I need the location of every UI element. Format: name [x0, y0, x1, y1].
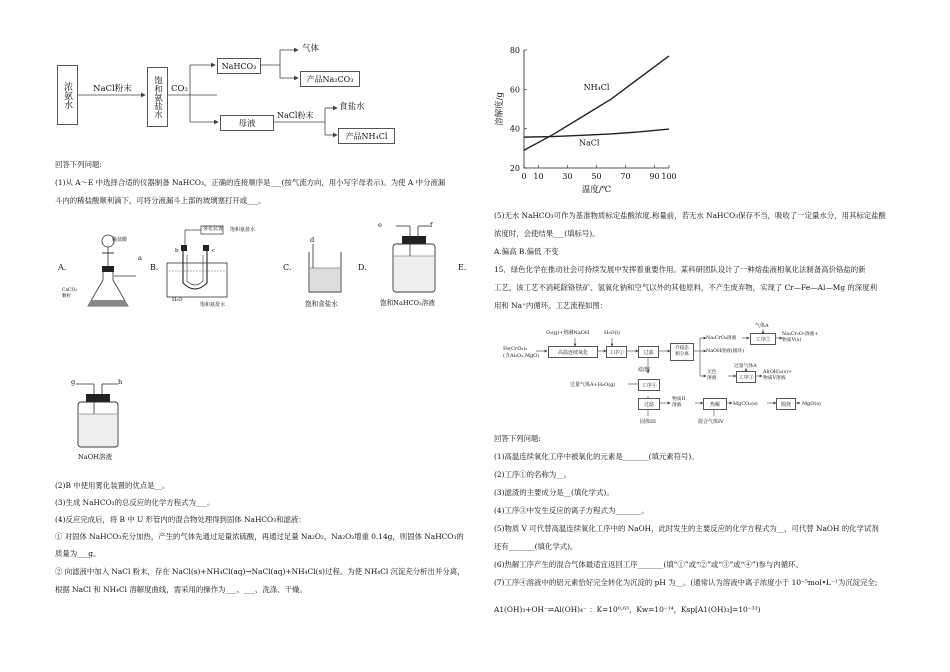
a6: (6)热解工序产生的混合气体最适宜返回工序_______(填“①”或“②”或“③”或“④”)参与内循环。	[494, 560, 803, 569]
apparatus-label-a: A.	[58, 263, 67, 272]
sat-ammonia-label: 饱和氨盐水	[230, 227, 256, 233]
flow1-step1-label: NaCl粉末	[93, 84, 132, 94]
q5-options: A.偏高 B.偏低 不变	[494, 247, 559, 256]
q4-2-line1: ② 向滤液中加入 NaCl 粉末，存在 NaCl(s)+NH₄Cl(aq)→NaCl(aq)+NH₄Cl(s)过程。为使 NH₄Cl 沉淀充分析出并分离，	[55, 567, 465, 576]
q5-line2: 浓度时，会使结果___(填标号)。	[494, 229, 600, 238]
flow2-calcine-box: 煅烧	[776, 398, 796, 410]
atomizer-label: 雾化装置	[203, 226, 224, 232]
flow1-co2-label: CO₂	[171, 84, 188, 94]
flow2-proc2-box: 工序②	[750, 333, 776, 345]
flow2-residue: 滤渣I	[638, 367, 650, 373]
apparatus-e-drawing	[66, 380, 136, 450]
flow2-mix-gas: 混合气体IV	[698, 419, 724, 425]
a2: (2)工序①的名称为__。	[494, 470, 571, 479]
series-label-nacl: NaCl	[579, 138, 600, 148]
flow2-filter1-box: 过滤	[638, 346, 659, 358]
caco3-label: CaCO₃颗粒	[62, 288, 78, 299]
apparatus-a-port: a	[138, 254, 142, 262]
apparatus-c-drawing	[305, 238, 345, 296]
x-axis-label: 温度/℃	[581, 185, 612, 195]
apparatus-label-b: B.	[150, 263, 159, 272]
flow2-proc4-box: 工序④	[638, 379, 660, 391]
a3: (3)滤渣的主要成分是__(填化学式)。	[494, 488, 614, 497]
series-line-nacl	[524, 129, 669, 137]
y-tick-label: 20	[509, 164, 520, 173]
sat-salt-label: 饱和食盐水	[305, 300, 338, 308]
flow2-al-product: Al(OH)₃(s)+ 物质V溶液	[763, 370, 793, 381]
flow2-filter2-box: 过滤	[638, 398, 660, 410]
x-tick-label: 30	[562, 172, 573, 181]
port-c-label: c	[212, 248, 216, 254]
flow2-gas-in: 过量气体A+H₂O(g)	[570, 382, 616, 388]
a5-line1: (5)物质 V 可代替高温连续氧化工序中的 NaOH，此时发生的主要反应的化学方程式为__，可代替 NaOH 的化学试剂	[494, 524, 879, 533]
flow2-proc1-box: 工序①	[606, 346, 627, 358]
a7-eq: A1(OH)₃+OH⁻⇌Al(OH)₄⁻ ：K=10⁰·⁶³，Kw=10⁻¹⁴，Ksp[A1(OH)₃]=10⁻³³)	[494, 605, 761, 614]
port-g-label: g	[71, 378, 76, 386]
flow2-colorless: 无色 溶液	[707, 370, 717, 381]
flow2-excess-gasA: 过量气体A	[734, 364, 757, 369]
q4-2-line2: 根据 NaCl 和 NH₄Cl 溶解度曲线，需采用的操作为___、___、洗涤、干燥。	[55, 585, 307, 594]
right-answer-intro: 回答下列问题:	[494, 434, 541, 443]
flow1-start-box: 浓氨水	[57, 65, 78, 125]
flow2-naoh-recycle: NaOH溶液(循环)	[706, 349, 745, 354]
naoh-sol-label: NaOH溶液	[78, 453, 113, 461]
flow1-product2-box: 产品NH₄Cl	[338, 128, 395, 144]
flow1-product1-box: 产品Na₂CO₃	[300, 71, 360, 87]
flow2-oxidation-box: 高温连续氧化	[548, 346, 598, 358]
solubility-chart	[492, 42, 682, 202]
a4: (4)工序③中发生反应的离子方程式为_______。	[494, 506, 649, 515]
q5-line1: (5)无水 NaHCO₃可作为基准物质标定盐酸浓度.称量前，若无水 NaHCO₃保存不当，吸收了一定量水分，用其标定盐酸	[494, 211, 886, 220]
flow1-gas-label: 气体	[302, 44, 320, 54]
x-tick-label: 100	[661, 172, 677, 181]
apparatus-b-drawing	[163, 225, 243, 305]
x-tick-label: 70	[620, 172, 631, 181]
series-label-nh4cl: NH₄Cl	[583, 83, 610, 93]
flow1-diagram	[55, 40, 400, 155]
q1-line1: (1)从 A～E 中选择合适的仪器制备 NaHCO₃，正确的连接顺序是___(按气流方向，用小写字母表示)。为使 A 中分液漏	[55, 178, 446, 187]
x-tick-label: 0	[521, 172, 527, 181]
flow2-proc3-box: 工序③	[736, 371, 756, 383]
q2: (2)B 中使用雾化装置的优点是__。	[55, 481, 170, 490]
a5-line2: 还有_______(填化学式)。	[494, 542, 578, 551]
x-tick-label: 10	[533, 172, 544, 181]
flow1-salt-label: 食盐水	[339, 102, 365, 112]
port-d-label: d	[310, 236, 315, 244]
flow2-reagent: O₂(g)+熔融NaOH	[546, 330, 590, 336]
left-answer-intro: 回答下列问题:	[55, 160, 102, 169]
x-tick-label: 50	[591, 172, 602, 181]
nahco3-sol-label: 饱和NaHCO₃溶液	[380, 299, 435, 307]
apparatus-label-d: D.	[358, 263, 367, 272]
apparatus-d-drawing	[378, 222, 448, 294]
q1-line2: 斗内的稀盐酸顺利滴下，可将分液漏斗上部的玻璃塞打开或___。	[55, 196, 266, 205]
port-e-label: e	[378, 221, 382, 229]
apparatus-a-drawing	[78, 228, 138, 313]
apparatus-label-c: C.	[283, 263, 292, 272]
dilute-hcl-label: 稀盐酸	[112, 237, 128, 243]
port-f-label: f	[430, 221, 433, 229]
flow2-heat-box: 热解	[703, 398, 727, 410]
flow2-h2o: H₂O(l)	[604, 330, 620, 336]
y-axis-label: 溶解度/g	[495, 92, 505, 126]
q4-1-line1: ① 对固体 NaHCO₃充分加热，产生的气体先通过足量浓硫酸，再通过足量 Na₂O₂，Na₂O₂增重 0.14g，则固体 NaHCO₃的	[55, 532, 464, 541]
q4: (4)反应完成后，将 B 中 U 形管内的混合物处理得到固体 NaHCO₃和滤液：	[55, 515, 306, 524]
sat-nacl-bottom-label: 饱和氨盐水	[200, 302, 226, 308]
q3: (3)生成 NaHCO₃的总反应的化学方程式为___。	[55, 498, 215, 507]
q4-1-line2: 质量为___g。	[55, 549, 101, 558]
y-tick-label: 40	[509, 124, 520, 134]
q15-line2: 工艺，该工艺不消耗除铬铁矿、氢氧化钠和空气以外的其他原料，不产生废弃物，实现了 Cr—Fe—Al—Mg 的深度利	[494, 283, 877, 292]
apparatus-label-e: E.	[458, 263, 467, 272]
q15-line3: 用和 Na⁺内循环。工艺流程如图：	[494, 301, 608, 310]
flow1-step3-label: NaCl粉末	[277, 111, 314, 120]
h2o-label: H₂O	[172, 297, 183, 303]
flow2-na2cro4: Na₂CrO₄溶液	[706, 336, 737, 341]
y-tick-label: 60	[509, 85, 520, 95]
q15-line1: 15．绿色化学在推动社会可持续发展中发挥着重要作用。某科研团队设计了一种熔盐液相氧化法制备高价铬盐的新	[494, 265, 866, 274]
flow2-feed: Fe(CrO₂)₂ (含Al₂O₃,MgO)	[503, 346, 540, 359]
flow2-solid3: 固体III	[640, 419, 656, 425]
flow2-diagram	[500, 318, 850, 438]
flow2-mgo: MgO(s)	[802, 401, 821, 407]
flow1-box2: 饱和氨盐水	[147, 67, 168, 127]
a1: (1)高温连续氧化工序中被氧化的元素是_______(填元素符号)。	[494, 452, 699, 461]
y-tick-label: 80	[509, 46, 520, 55]
flow1-mother-box: 母液	[220, 115, 274, 131]
port-h-label: h	[118, 378, 123, 386]
flow1-nahco3-box: NaHCO₃	[217, 58, 261, 74]
flow2-mediate-box: 介稳态 相分离	[670, 343, 694, 361]
flow2-sol2: 物质II 溶液	[672, 397, 686, 408]
flow2-cr-product: Na₂Cr₂O₇溶液+ 物质V(s)	[782, 332, 819, 343]
x-tick-label: 90	[649, 172, 660, 181]
flow2-mgco3: MgCO₃(s)	[733, 401, 758, 407]
flow2-gasA: 气体A	[755, 323, 769, 329]
a7: (7)工序④溶液中的铝元素恰好完全转化为沉淀的 pH 为__。(通常认为溶液中离子浓度小于 10⁻⁵mol•L⁻¹为沉淀完全;	[494, 578, 878, 587]
port-b-label: b	[175, 248, 179, 254]
